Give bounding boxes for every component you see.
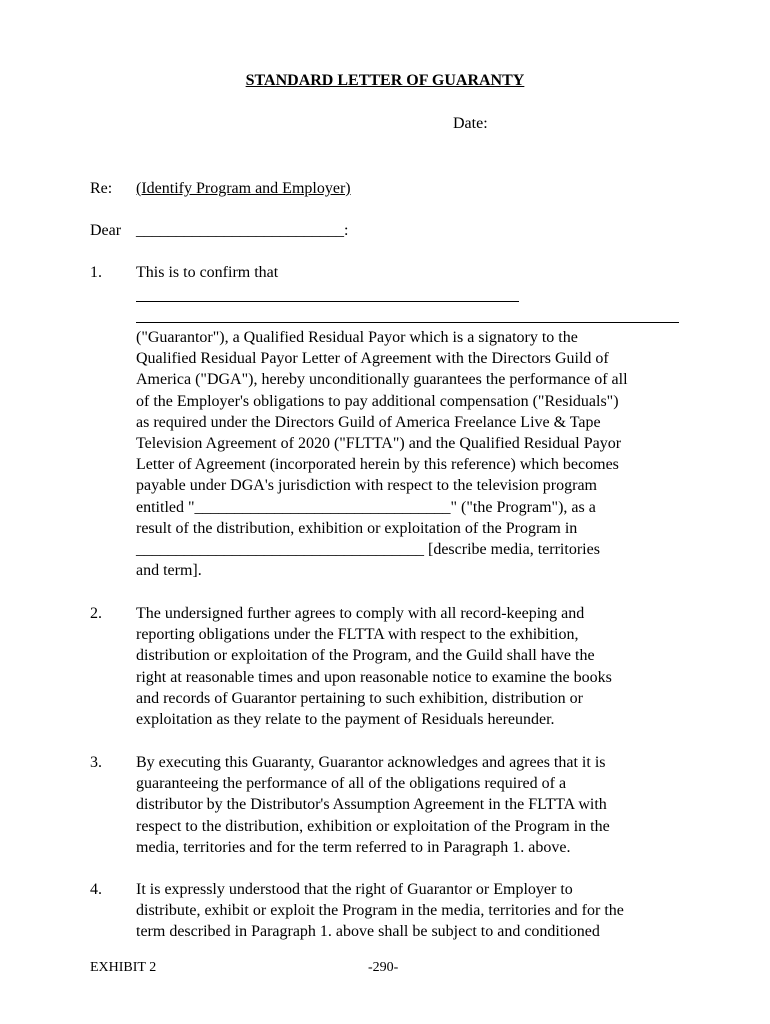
dear-blank-line: __________________________: bbox=[136, 222, 349, 239]
paragraph-line: term described in Paragraph 1. above shall be subject to and conditioned bbox=[136, 923, 600, 941]
item-1-number: 1. bbox=[90, 264, 102, 281]
re-label: Re: bbox=[90, 180, 113, 197]
paragraph-line: as required under the Directors Guild of America Freelance Live & Tape bbox=[136, 413, 601, 431]
document-title: STANDARD LETTER OF GUARANTY bbox=[245, 72, 525, 89]
date-label: Date: bbox=[453, 115, 488, 132]
item-3-body bbox=[136, 752, 681, 858]
item-2-body bbox=[136, 603, 681, 730]
paragraph-line: Television Agreement of 2020 ("FLTTA") and the Qualified Residual Payor bbox=[136, 435, 622, 453]
item-3-number: 3. bbox=[90, 754, 102, 771]
item-1-body bbox=[136, 327, 681, 581]
item-1-intro: This is to confirm that bbox=[136, 264, 279, 281]
paragraph-line: distribution or exploitation of the Program, and the Guild shall have the bbox=[136, 647, 595, 665]
paragraph-line: ("Guarantor"), a Qualified Residual Payor which is a signatory to the bbox=[136, 329, 578, 346]
paragraph-line: America ("DGA"), hereby unconditionally guarantees the performance of all bbox=[136, 371, 628, 389]
paragraph-line: and term]. bbox=[136, 562, 202, 580]
paragraph-line: entitled "________________________________" ("the Program"), as a bbox=[136, 498, 596, 516]
re-subject: (Identify Program and Employer) bbox=[136, 180, 351, 197]
paragraph-line: distributor by the Distributor's Assumption Agreement in the FLTTA with bbox=[136, 796, 607, 814]
paragraph-line: By executing this Guaranty, Guarantor acknowledges and agrees that it is bbox=[136, 754, 606, 771]
paragraph-line: reporting obligations under the FLTTA with respect to the exhibition, bbox=[136, 626, 579, 644]
paragraph-line: Letter of Agreement (incorporated herein by this reference) which becomes bbox=[136, 456, 619, 474]
paragraph-line: of the Employer's obligations to pay additional compensation ("Residuals") bbox=[136, 392, 619, 410]
paragraph-line: respect to the distribution, exhibition or exploitation of the Program in the bbox=[136, 817, 610, 835]
dear-label: Dear bbox=[90, 222, 122, 239]
paragraph-line: payable under DGA's jurisdiction with respect to the television program bbox=[136, 477, 597, 495]
guarantor-blank-line bbox=[136, 301, 519, 302]
guarantor-blank-line-2 bbox=[136, 322, 679, 323]
item-4-number: 4. bbox=[90, 881, 102, 898]
paragraph-line: media, territories and for the term referred to in Paragraph 1. above. bbox=[136, 838, 571, 856]
paragraph-line: and records of Guarantor pertaining to such exhibition, distribution or bbox=[136, 689, 584, 707]
paragraph-line: ____________________________________ [describe media, territories bbox=[136, 541, 600, 559]
paragraph-line: It is expressly understood that the right of Guarantor or Employer to bbox=[136, 881, 573, 898]
exhibit-label: EXHIBIT 2 bbox=[90, 960, 157, 975]
paragraph-line: guaranteeing the performance of all of the obligations required of a bbox=[136, 775, 567, 793]
paragraph-line: distribute, exhibit or exploit the Program in the media, territories and for the bbox=[136, 902, 624, 920]
item-4-body bbox=[136, 879, 681, 943]
paragraph-line: result of the distribution, exhibition or exploitation of the Program in bbox=[136, 519, 578, 537]
paragraph-line: The undersigned further agrees to comply with all record-keeping and bbox=[136, 605, 585, 622]
page-number: -290- bbox=[368, 960, 399, 975]
paragraph-line: right at reasonable times and upon reasonable notice to examine the books bbox=[136, 668, 612, 686]
paragraph-line: exploitation as they relate to the payment of Residuals hereunder. bbox=[136, 711, 555, 729]
item-2-number: 2. bbox=[90, 605, 102, 622]
paragraph-line: Qualified Residual Payor Letter of Agreement with the Directors Guild of bbox=[136, 350, 609, 368]
